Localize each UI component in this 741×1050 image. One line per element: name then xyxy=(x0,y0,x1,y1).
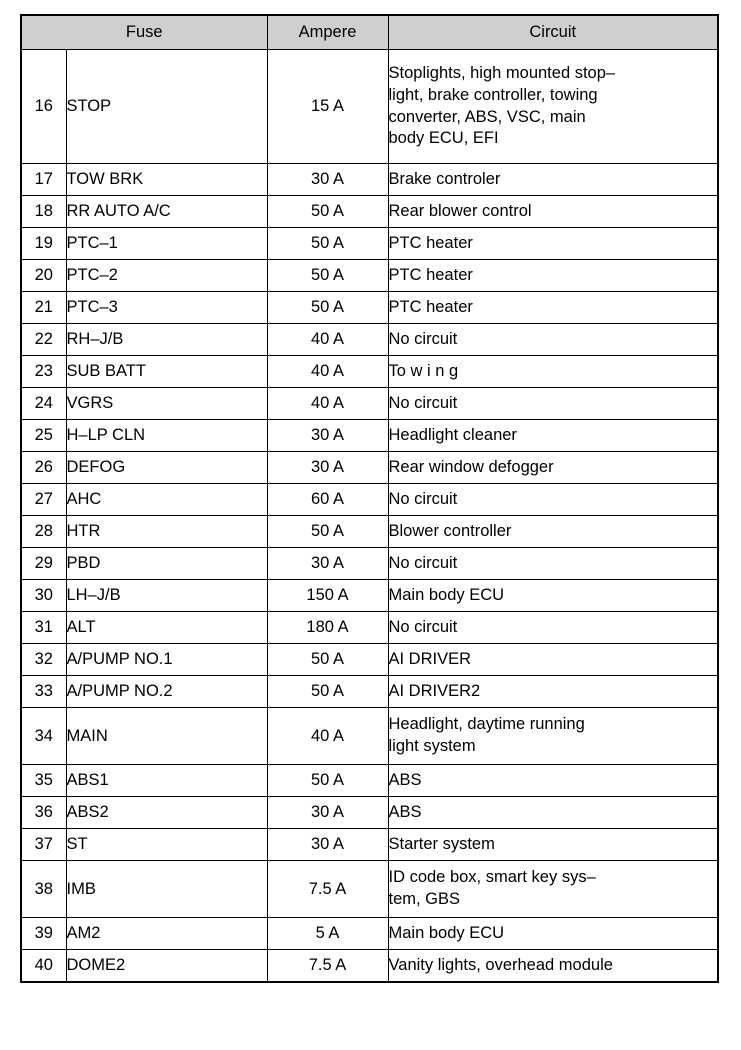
cell-circuit xyxy=(388,420,718,452)
table-row xyxy=(21,861,718,918)
cell-fuse-name: H–LP CLN xyxy=(66,420,267,452)
cell-circuit xyxy=(388,324,718,356)
table-row xyxy=(21,452,718,484)
circuit-line: No circuit xyxy=(388,617,458,636)
cell-circuit xyxy=(388,484,718,516)
cell-circuit xyxy=(388,644,718,676)
cell-ampere: 50 A xyxy=(267,676,388,708)
cell-circuit xyxy=(388,164,718,196)
cell-fuse-number: 31 xyxy=(21,612,66,644)
column-header-ampere: Ampere xyxy=(267,15,388,50)
cell-circuit xyxy=(388,797,718,829)
table-row xyxy=(21,797,718,829)
cell-ampere: 150 A xyxy=(267,580,388,612)
cell-ampere: 40 A xyxy=(267,388,388,420)
cell-fuse-number: 38 xyxy=(21,861,66,918)
cell-fuse-number: 37 xyxy=(21,829,66,861)
circuit-line: Main body ECU xyxy=(388,923,505,942)
cell-circuit xyxy=(388,861,718,918)
table-row xyxy=(21,580,718,612)
cell-ampere: 50 A xyxy=(267,516,388,548)
table-row xyxy=(21,388,718,420)
cell-fuse-name: PTC–3 xyxy=(66,292,267,324)
cell-fuse-number: 40 xyxy=(21,950,66,983)
cell-fuse-name: TOW BRK xyxy=(66,164,267,196)
cell-fuse-name: DOME2 xyxy=(66,950,267,983)
cell-fuse-number: 36 xyxy=(21,797,66,829)
cell-fuse-name: LH–J/B xyxy=(66,580,267,612)
cell-fuse-name: AM2 xyxy=(66,918,267,950)
circuit-line: ID code box, smart key sys– xyxy=(388,868,596,887)
cell-fuse-number: 30 xyxy=(21,580,66,612)
circuit-line: Main body ECU xyxy=(388,585,505,604)
cell-fuse-number: 26 xyxy=(21,452,66,484)
cell-ampere: 50 A xyxy=(267,292,388,324)
table-row xyxy=(21,918,718,950)
cell-fuse-number: 33 xyxy=(21,676,66,708)
cell-fuse-number: 17 xyxy=(21,164,66,196)
cell-ampere: 60 A xyxy=(267,484,388,516)
cell-ampere: 50 A xyxy=(267,228,388,260)
cell-fuse-number: 25 xyxy=(21,420,66,452)
table-row xyxy=(21,612,718,644)
table-row xyxy=(21,324,718,356)
table-row xyxy=(21,829,718,861)
cell-circuit xyxy=(388,548,718,580)
cell-ampere: 50 A xyxy=(267,196,388,228)
cell-circuit xyxy=(388,452,718,484)
circuit-line: No circuit xyxy=(388,489,458,508)
table-row xyxy=(21,164,718,196)
cell-fuse-number: 20 xyxy=(21,260,66,292)
cell-fuse-name: MAIN xyxy=(66,708,267,765)
fuse-table xyxy=(20,14,719,983)
cell-circuit xyxy=(388,228,718,260)
circuit-line: Stoplights, high mounted stop– xyxy=(388,63,616,82)
cell-ampere: 7.5 A xyxy=(267,950,388,983)
table-row xyxy=(21,260,718,292)
column-header-circuit: Circuit xyxy=(388,15,718,50)
circuit-line: PTC heater xyxy=(388,233,473,252)
cell-fuse-number: 34 xyxy=(21,708,66,765)
table-row xyxy=(21,644,718,676)
table-row xyxy=(21,676,718,708)
table-row xyxy=(21,356,718,388)
cell-ampere: 7.5 A xyxy=(267,861,388,918)
circuit-line: No circuit xyxy=(388,329,458,348)
circuit-line: Starter system xyxy=(388,834,495,853)
circuit-line: tem, GBS xyxy=(388,890,461,908)
cell-ampere: 30 A xyxy=(267,164,388,196)
cell-circuit xyxy=(388,829,718,861)
circuit-line: ABS xyxy=(388,770,422,789)
table-row xyxy=(21,196,718,228)
table-row xyxy=(21,484,718,516)
circuit-line: Brake controler xyxy=(388,169,501,188)
circuit-line: Blower controller xyxy=(388,521,512,540)
cell-circuit xyxy=(388,196,718,228)
cell-ampere: 30 A xyxy=(267,420,388,452)
cell-fuse-name: VGRS xyxy=(66,388,267,420)
cell-circuit xyxy=(388,292,718,324)
cell-fuse-name: DEFOG xyxy=(66,452,267,484)
cell-circuit xyxy=(388,612,718,644)
table-row xyxy=(21,420,718,452)
cell-fuse-name: ABS1 xyxy=(66,765,267,797)
cell-fuse-number: 29 xyxy=(21,548,66,580)
cell-circuit xyxy=(388,708,718,765)
circuit-line: Headlight cleaner xyxy=(388,425,517,444)
cell-ampere: 50 A xyxy=(267,260,388,292)
cell-fuse-number: 35 xyxy=(21,765,66,797)
cell-fuse-name: PBD xyxy=(66,548,267,580)
cell-ampere: 50 A xyxy=(267,644,388,676)
cell-fuse-name: ST xyxy=(66,829,267,861)
cell-fuse-number: 24 xyxy=(21,388,66,420)
circuit-line: Vanity lights, overhead module xyxy=(388,955,613,974)
cell-ampere: 15 A xyxy=(267,50,388,164)
cell-ampere: 30 A xyxy=(267,452,388,484)
cell-fuse-name: ABS2 xyxy=(66,797,267,829)
cell-fuse-name: HTR xyxy=(66,516,267,548)
column-header-fuse: Fuse xyxy=(21,15,267,50)
table-row xyxy=(21,50,718,164)
table-header-row xyxy=(21,15,718,50)
table-body xyxy=(21,50,718,983)
cell-fuse-number: 19 xyxy=(21,228,66,260)
table-row xyxy=(21,548,718,580)
cell-ampere: 30 A xyxy=(267,548,388,580)
cell-circuit xyxy=(388,918,718,950)
table-row xyxy=(21,292,718,324)
cell-fuse-number: 28 xyxy=(21,516,66,548)
circuit-line: Rear blower control xyxy=(388,201,532,220)
cell-ampere: 180 A xyxy=(267,612,388,644)
table-row xyxy=(21,228,718,260)
cell-circuit xyxy=(388,516,718,548)
table-row xyxy=(21,765,718,797)
cell-ampere: 5 A xyxy=(267,918,388,950)
cell-circuit xyxy=(388,676,718,708)
circuit-line: To w i n g xyxy=(388,361,459,380)
cell-fuse-name: PTC–2 xyxy=(66,260,267,292)
cell-circuit xyxy=(388,580,718,612)
circuit-line: PTC heater xyxy=(388,265,473,284)
cell-circuit xyxy=(388,388,718,420)
cell-fuse-number: 23 xyxy=(21,356,66,388)
cell-ampere: 30 A xyxy=(267,829,388,861)
circuit-line: Headlight, daytime running xyxy=(388,715,585,734)
cell-fuse-number: 39 xyxy=(21,918,66,950)
cell-fuse-name: A/PUMP NO.1 xyxy=(66,644,267,676)
cell-ampere: 40 A xyxy=(267,324,388,356)
cell-fuse-number: 18 xyxy=(21,196,66,228)
cell-circuit xyxy=(388,50,718,164)
circuit-line: No circuit xyxy=(388,393,458,412)
cell-fuse-name: AHC xyxy=(66,484,267,516)
table-row xyxy=(21,516,718,548)
cell-fuse-number: 16 xyxy=(21,50,66,164)
circuit-line: ABS xyxy=(388,802,422,821)
cell-ampere: 40 A xyxy=(267,708,388,765)
cell-fuse-number: 32 xyxy=(21,644,66,676)
table-header xyxy=(21,15,718,50)
cell-fuse-number: 27 xyxy=(21,484,66,516)
cell-fuse-name: STOP xyxy=(66,50,267,164)
circuit-line: light system xyxy=(388,737,476,755)
cell-fuse-name: IMB xyxy=(66,861,267,918)
circuit-line: body ECU, EFI xyxy=(388,129,499,148)
circuit-line: PTC heater xyxy=(388,297,473,316)
cell-fuse-number: 21 xyxy=(21,292,66,324)
cell-ampere: 50 A xyxy=(267,765,388,797)
cell-ampere: 30 A xyxy=(267,797,388,829)
table-row xyxy=(21,708,718,765)
circuit-line: Rear window defogger xyxy=(388,457,554,476)
cell-fuse-name: RH–J/B xyxy=(66,324,267,356)
cell-fuse-number: 22 xyxy=(21,324,66,356)
table-row xyxy=(21,950,718,983)
cell-fuse-name: SUB BATT xyxy=(66,356,267,388)
cell-ampere: 40 A xyxy=(267,356,388,388)
cell-circuit xyxy=(388,356,718,388)
circuit-line: converter, ABS, VSC, main xyxy=(388,107,586,126)
cell-circuit xyxy=(388,950,718,983)
cell-fuse-name: A/PUMP NO.2 xyxy=(66,676,267,708)
cell-fuse-name: PTC–1 xyxy=(66,228,267,260)
cell-circuit xyxy=(388,260,718,292)
circuit-line: AI DRIVER2 xyxy=(388,681,481,700)
circuit-line: light, brake controller, towing xyxy=(388,85,598,104)
circuit-line: AI DRIVER xyxy=(388,649,472,668)
cell-circuit xyxy=(388,765,718,797)
cell-fuse-name: RR AUTO A/C xyxy=(66,196,267,228)
circuit-line: No circuit xyxy=(388,553,458,572)
cell-fuse-name: ALT xyxy=(66,612,267,644)
